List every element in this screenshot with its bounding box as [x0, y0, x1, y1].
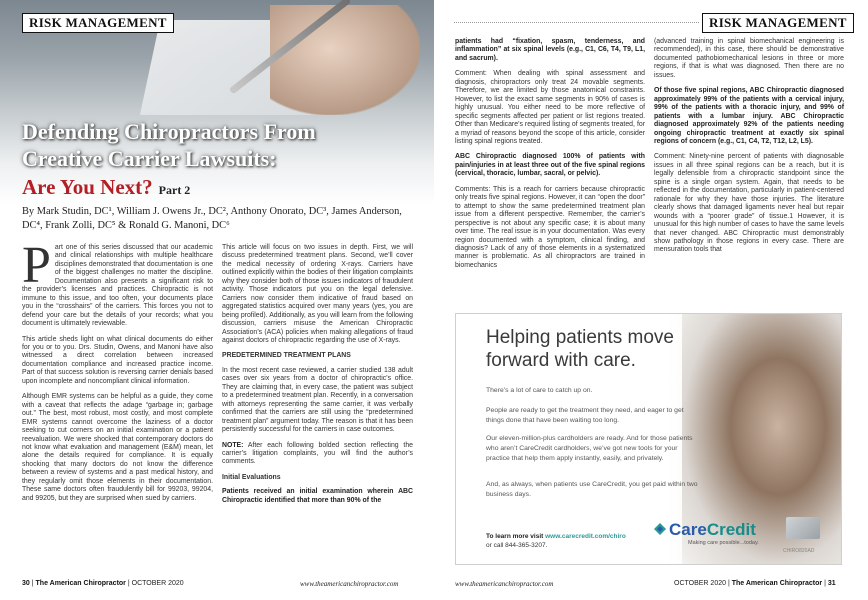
right-column-1: [455, 38, 645, 277]
ad-copy-2: People are ready to get the treatment they need, and eager to get things done that have been waiting too long.: [486, 407, 684, 424]
credit-card-icon: [786, 517, 820, 539]
subsection-heading: Initial Evaluations: [222, 473, 281, 481]
footer-url: www.theamericanchiropractor.com: [455, 580, 554, 588]
paragraph: This article will focus on two issues in depth. First, we will discuss predetermined treatment plans. Second, we’ll cover the medical necessity of ordering X-rays. Carriers have outlined explicitly within the bodies of their litigation complaints why they consider both of those issues indicators of fraudulent activity. Those indicators put you on the legal defensive. Carriers now consider them indicative of fraud based on aggregated statistics acquired over many years (yes, you are being profiled). Additionally, as you will learn from the following discussion, carriers misuse the American Chiropractic Association’s (ACA) policies when making allegations of fraud against doctors of chiropractic regarding the use of X-rays.: [222, 244, 413, 344]
footer-separator: |: [824, 580, 826, 587]
cta-label: To learn more visit: [486, 533, 546, 540]
paragraph: In the most recent case reviewed, a carrier studied 138 adult cases over six years from a doctor of chiropractic’s office. They are claiming that, in every case, the patient was subject to a predetermined treatment plan. Recently, in a conversation with attorneys representing the same carrier, it was verbally confirmed that the carriers are still using the “predetermined treatment plan” argument today. The reason is that it has been persistently successful for the carriers in case outcomes.: [222, 366, 413, 434]
left-column-2: [222, 244, 413, 512]
issue-date: OCTOBER 2020: [674, 580, 727, 587]
note-label: NOTE:: [222, 441, 244, 449]
footer-right: [674, 580, 836, 587]
complaint-text: Of those five spinal regions, ABC Chiropractic diagnosed approximately 99% of the patients with a cervical injury, 99% of the patients with a thoracic injury, and 99% of patients with a lumbar injury. ABC Chiropractic diagnosed approximately 92% of the patients needing ongoing chiropractic treatment at exactly six spinal regions of concern (e.g., C1, C4, T2, T12, L2, L5).: [654, 87, 844, 145]
right-column-2: [654, 38, 844, 262]
paragraph: [455, 153, 645, 178]
paragraph: Comments: This is a reach for carriers because chiropractic only treats five spinal regions. However, it can “open the door” to attempt to show the same predetermined treatment plan issue from a different perspective. Remember, the carrier’s perspective is not about any specific case; it is about many over time. The real issue is in your documentation. Was every region documented with a symptom, clinical finding, and diagnosis? Lack of any of those elements in a systematized manner is problematic. As all chiropractors are trained in biomechanics: [455, 185, 645, 269]
complaint-text: Patients received an initial examination wherein ABC Chiropractic identified that more than 90% of the: [222, 488, 413, 504]
part-label: Part 2: [158, 183, 191, 197]
carecredit-logo: CareCredit: [669, 520, 756, 539]
page-number: 30: [22, 580, 30, 587]
carecredit-advertisement[interactable]: [455, 313, 842, 565]
footer-separator: |: [31, 580, 34, 587]
ad-call-to-action: [486, 532, 626, 550]
title-line-1: Defending Chiropractors From: [22, 119, 316, 144]
header-rule: [454, 22, 699, 23]
cta-phone: or call 844-365-3207.: [486, 542, 548, 549]
carecredit-logo-icon: [653, 522, 667, 536]
writing-hand-illustration: [270, 5, 420, 115]
ad-copy-3: Our eleven-million-plus cardholders are ready. And for those patients who aren’t CareCredit cardholders, we’ve got new tools for your practice that help them apply instantly, easily, and privately.: [486, 435, 693, 462]
publication-name: The American Chiropractor: [731, 580, 823, 587]
drop-cap: P: [22, 237, 51, 294]
article-title: [22, 118, 316, 172]
cta-link[interactable]: www.carecredit.com/chiro: [545, 533, 626, 540]
paragraph: [455, 38, 645, 63]
issue-date: OCTOBER 2020: [131, 580, 184, 587]
title-line-2: Creative Carrier Lawsuits:: [22, 146, 277, 171]
ad-copy-1: There’s a lot of care to catch up on.: [486, 387, 593, 394]
title-line-3: Are You Next?: [22, 175, 153, 199]
intro-text: art one of this series discussed that our academic and clinical relationships with multiple healthcare disciplines demonstrated that documentation is one of the biggest challenges no matter the discipline. Documentation also presents a significant risk to the provider’s licenses and practices. Chiropractic is not immune to this issue, and too often, your documents place you in the “crosshairs” of the carriers. This forces you not to defend your care but the details of your records; what you document is ultimately reviewable.: [22, 244, 213, 328]
paragraph: Comment: When dealing with spinal assessment and diagnosis, chiropractors only treat 24 movable segments. Therefore, we are limited by those anatomical constraints. However, to list the exact same segments in 90% of cases is highly unusual. You either need to be more reflective of specific segments affected per patient or list regions treated. Other than Medicare’s required listing of segments treated, for a myriad of reasons beyond the scope of this article, consider listing spinal regions treated.: [455, 70, 645, 145]
left-column-1: [22, 237, 213, 510]
section-heading: PREDETERMINED TREATMENT PLANS: [222, 352, 351, 360]
ad-tagline: Making care possible...today.: [688, 540, 759, 546]
ad-code: CHIRO820AD: [783, 548, 815, 554]
ad-headline: Helping patients move forward with care.: [486, 327, 674, 371]
paragraph: Although EMR systems can be helpful as a guide, they come with a caveat that reflects the adage “garbage in; garbage out.” The best, most robust, most costly, and most complete EMR systems cannot overcome the laziness of a doctor seeking to cut corners on an initial examination or a patient reevaluation. We were shocked that contemporary doctors do not know what evaluation and management (E&M) mean, let alone the details required for compliance. It is equally shocking that many doctors do not know the difference between a review of systems and a past medical history, and they regularly omit those elements in their documentation. These same doctors often fraudulently bill for 99203, 99204, and 99205, but they are surprised when sued by carriers.: [22, 393, 213, 502]
byline: By Mark Studin, DC¹, William J. Owens Jr., DC², Anthony Onorato, DC³, James Anderson, DC⁴, Frank Zolli, DC⁵ & Ronald G. Manoni, DC⁶: [22, 206, 402, 231]
paragraph: [654, 87, 844, 146]
note-paragraph: [222, 442, 413, 467]
footer-separator: |: [727, 580, 730, 587]
complaint-text: ABC Chiropractic diagnosed 100% of patients with pain/injuries in at least three out of the five spinal regions (cervical, thoracic, lumbar, sacral, or pelvic).: [455, 153, 645, 178]
footer-left: [22, 580, 184, 587]
paragraph: (advanced training in spinal biomechanical engineering is recommended), in this case, there should be demonstrative documented pathobiomechanical lesions in three or more regions, if that is what was diagnosed. Then there are no issues.: [654, 38, 844, 79]
article-subtitle: [22, 175, 190, 200]
publication-name: The American Chiropractor: [35, 580, 126, 587]
intro-paragraph: [22, 237, 213, 329]
note-text: After each following bolded section reflecting the carrier’s litigation complaints, you will find the author’s comments.: [222, 441, 413, 466]
ad-copy-4: And, as always, when patients use CareCredit, you get paid within two business days.: [486, 481, 698, 498]
footer-url: www.theamericanchiropractor.com: [300, 580, 399, 588]
section-label: RISK MANAGEMENT: [702, 13, 854, 33]
footer-separator: |: [127, 580, 130, 587]
paragraph: This article sheds light on what clinical documents do either for you or to you. Drs. Studin, Owens, and Manoni have also witnessed a direct correlation between increased documentation compliance and increased practice income. Part of that success solution is reversing carrier denials based upon incomplete and noncompliant clinical information.: [22, 335, 213, 385]
paragraph: [222, 488, 413, 505]
paragraph: Comment: Ninety-nine percent of patients with diagnosable issues in all three spinal regions can be a reach, but it is legally defensible from a chiropractic standpoint since the spine is a single organ system. Again, that needs to be reflected in the documentation, particularly in patient-centered rationale for why they have those injuries. The literature clearly shows that damaged ligaments never heal but repair wounds with a “poorer grade” of tissue.1 However, it is unusual for this high number of cases to have the same levels that never changed. ABC Chiropractic must demonstrably show pathology in those regions in every case. There are mensuration tools that: [654, 153, 844, 254]
page-number: 31: [827, 580, 836, 587]
complaint-text: patients had “fixation, spasm, tenderness, and inflammation” at six spinal levels (e.g., C1, C6, T4, T9, L1, and sacrum).: [455, 38, 645, 62]
section-label: RISK MANAGEMENT: [22, 13, 174, 33]
